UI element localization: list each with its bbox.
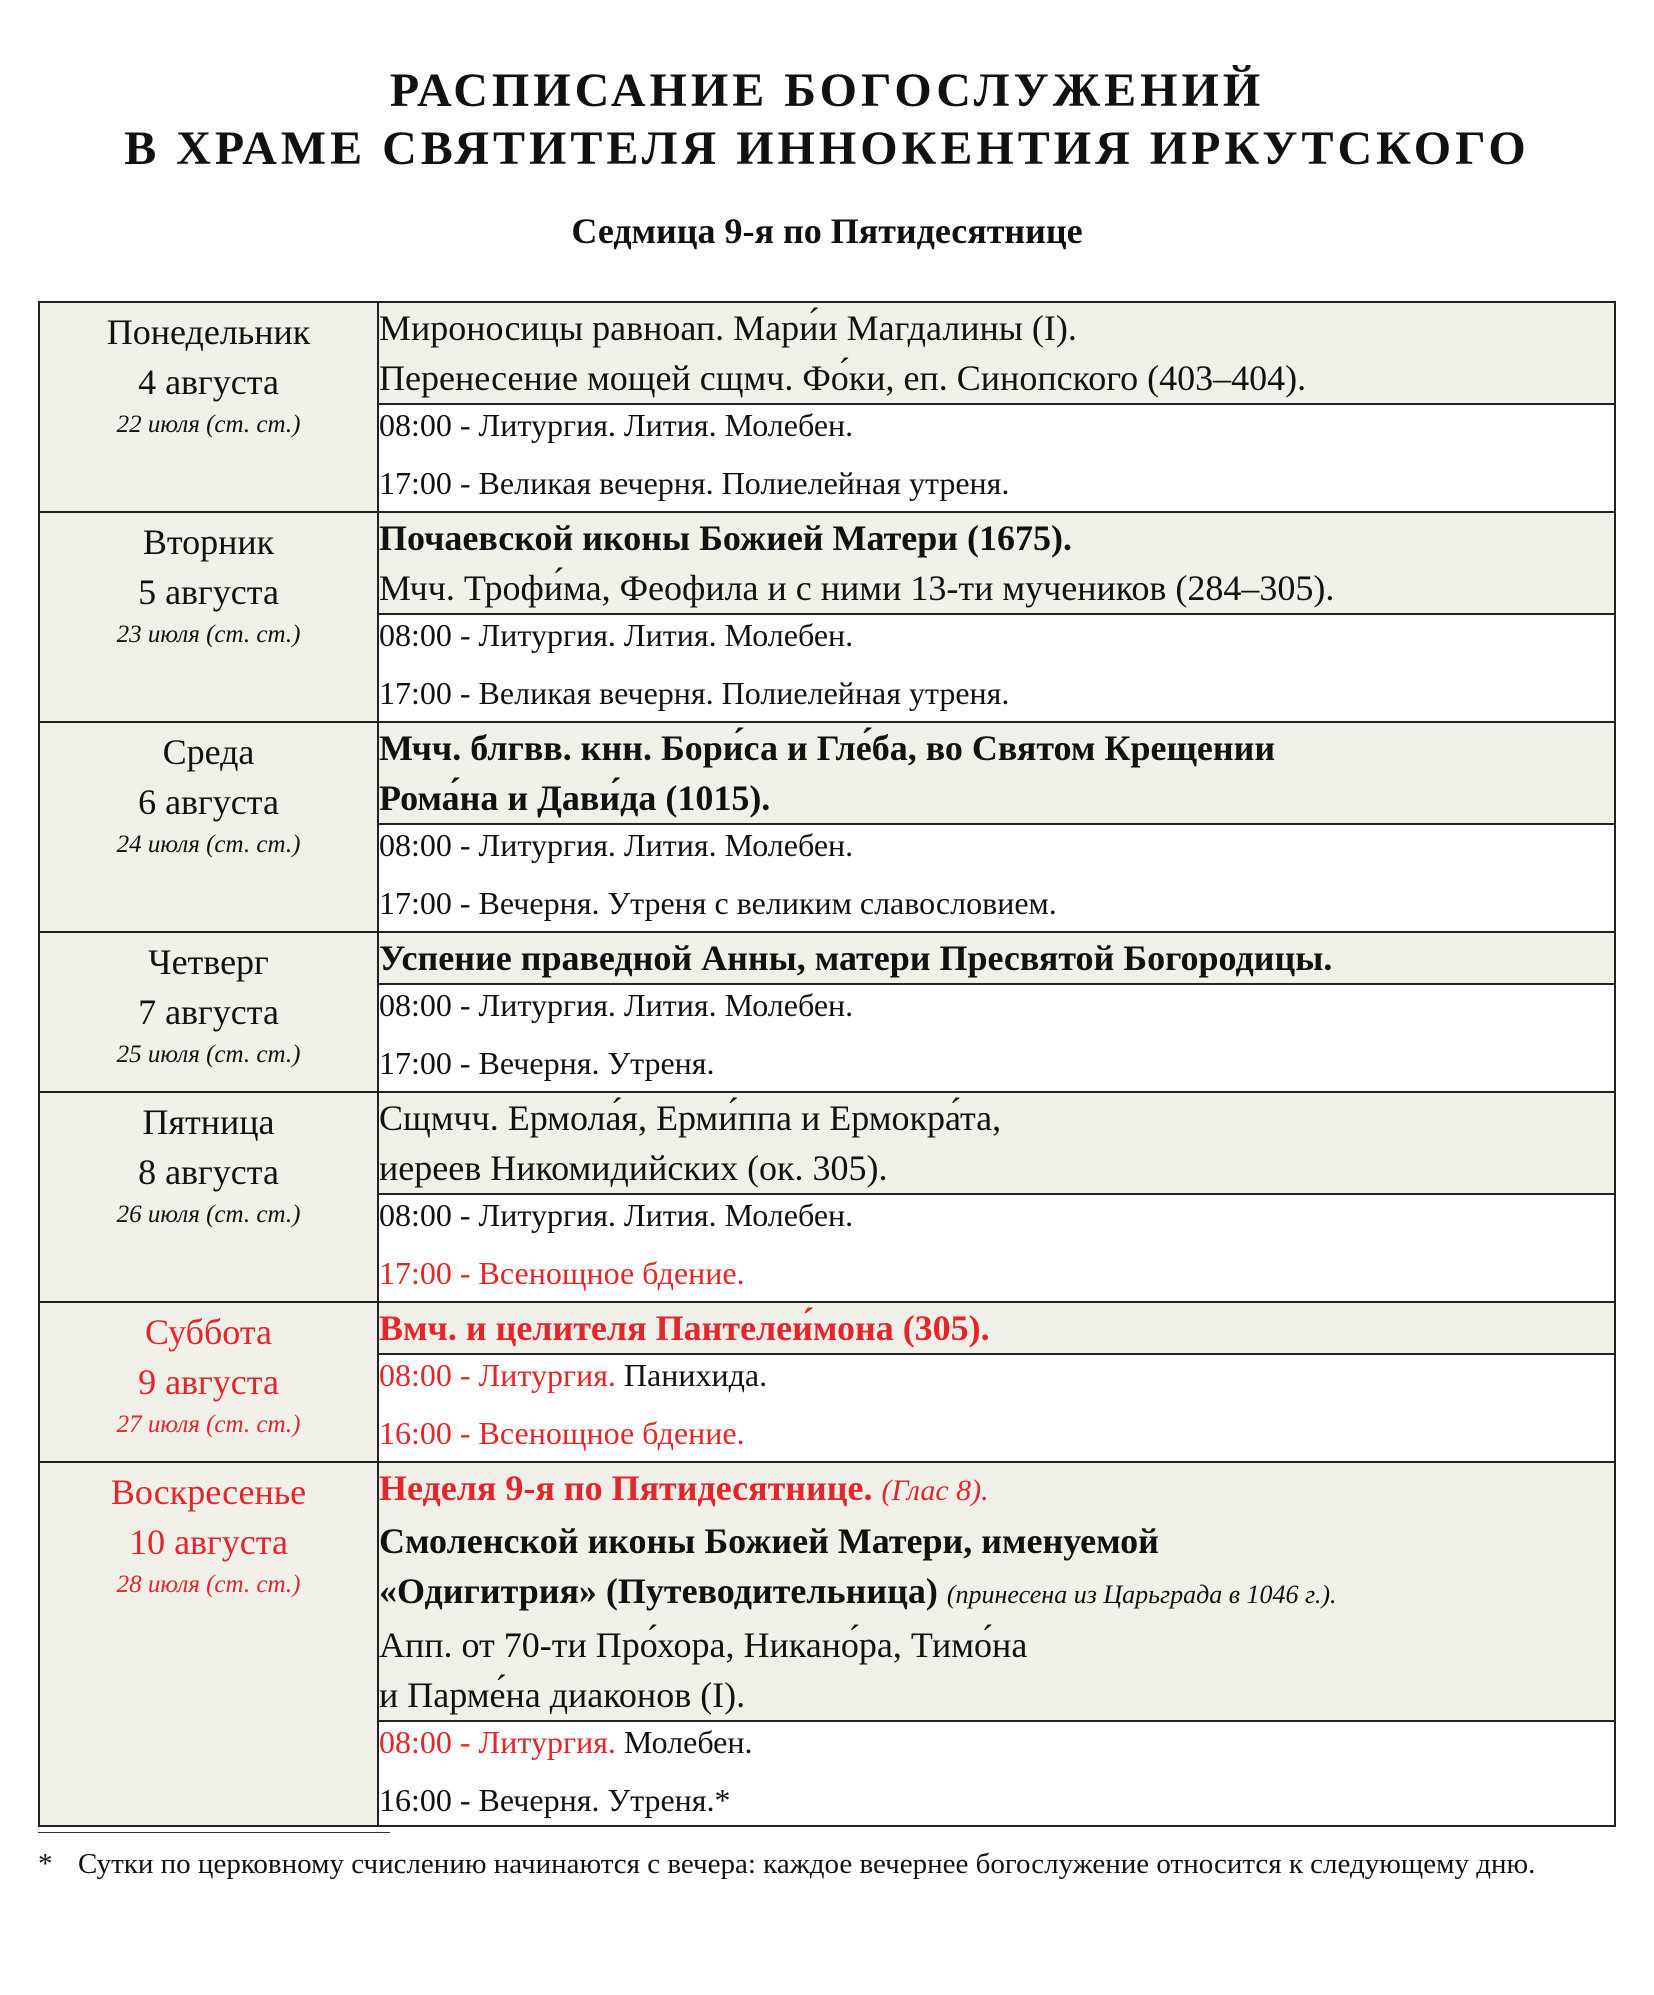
day-date: 7 августа [138,992,279,1032]
old-style-date: 27 июля (ст. ст.) [116,1411,301,1438]
feast-line: Мчч. блгвв. кнн. Бори́са и Гле́ба, во Святом Крещении [379,728,1276,768]
service-morning: 08:00 - Литургия. Молебен. [379,1724,753,1760]
schedule-table [38,301,1616,1827]
day-row-monday [39,302,1615,404]
day-date: 4 августа [138,362,279,402]
day-row-sunday [39,1462,1615,1721]
page-subtitle: Седмица 9-я по Пятидесятнице [571,211,1083,251]
day-name: Воскресенье [110,1472,307,1512]
feast-line: Апп. от 70-ти Про́хора, Никано́ра, Тимо́на [379,1625,1028,1665]
service-morning: 08:00 - Литургия. Панихида. [379,1357,768,1393]
day-row-wednesday [39,722,1615,824]
old-style-date: 28 июля (ст. ст.) [116,1571,301,1598]
service-morning: 08:00 - Литургия. Лития. Молебен. [379,1197,854,1233]
day-cell [39,1092,378,1302]
feast-line: Неделя 9-я по Пятидесятнице. (Глас 8). [379,1468,989,1508]
day-name: Четверг [148,942,269,982]
day-name: Пятница [142,1102,275,1142]
feast-line: Почаевской иконы Божией Матери (1675). [379,518,1072,558]
feast-cell [378,722,1615,824]
day-row-tuesday [39,512,1615,614]
feast-line: Перенесение мощей сщмч. Фо́ки, еп. Синопского (403–404). [379,358,1307,398]
feast-line: Успение праведной Анны, матери Пресвятой Богородицы. [379,938,1333,978]
service-morning: 08:00 - Литургия. Лития. Молебен. [379,617,854,653]
feast-cell [378,1302,1615,1354]
day-date: 10 августа [129,1522,288,1562]
service-evening: 17:00 - Вечерня. Утреня с великим славословием. [379,885,1057,921]
day-date: 5 августа [138,572,279,612]
page-title-line-1: РАСПИСАНИЕ БОГОСЛУЖЕНИЙ [389,64,1265,117]
old-style-date: 25 июля (ст. ст.) [116,1041,301,1068]
day-cell [39,512,378,722]
day-cell [39,302,378,512]
day-cell [39,932,378,1092]
services-cell [378,1354,1615,1462]
feast-cell [378,302,1615,404]
day-row-saturday [39,1302,1615,1354]
footnote-divider [38,1832,390,1833]
feast-line: «Одигитрия» (Путеводительница) (принесена из Царьграда в 1046 г.). [379,1571,1337,1611]
old-style-date: 26 июля (ст. ст.) [116,1201,301,1228]
footnote-marker: * [38,1848,53,1880]
old-style-date: 23 июля (ст. ст.) [116,621,301,648]
day-cell [39,1302,378,1462]
service-evening: 17:00 - Всенощное бдение. [379,1255,745,1291]
services-cell [378,1721,1615,1826]
services-cell [378,984,1615,1092]
services-cell [378,824,1615,932]
feast-line: Мчч. Трофи́ма, Феофила и с ними 13-ти мучеников (284–305). [379,568,1335,608]
old-style-date: 24 июля (ст. ст.) [116,831,301,858]
footnote-text: Сутки по церковному счислению начинаются с вечера: каждое вечернее богослужение относится к следующему дню. [78,1848,1536,1880]
feast-cell [378,512,1615,614]
service-evening: 16:00 - Вечерня. Утреня.* [379,1782,731,1818]
feast-line: Рома́на и Дави́да (1015). [379,778,771,818]
service-evening: 17:00 - Великая вечерня. Полиелейная утреня. [379,675,1010,711]
service-evening: 17:00 - Вечерня. Утреня. [379,1045,715,1081]
feast-cell [378,932,1615,984]
service-morning: 08:00 - Литургия. Лития. Молебен. [379,407,854,443]
day-cell [39,1462,378,1826]
feast-cell [378,1462,1615,1721]
day-date: 8 августа [138,1152,279,1192]
footnote [38,1844,1616,1884]
feast-line: иереев Никомидийских (ок. 305). [379,1148,888,1188]
feast-line: Мироносицы равноап. Мари́и Магдалины (I). [379,308,1077,348]
feast-line: Вмч. и целителя Пантелеи́мона (305). [379,1308,990,1348]
page-title-line-2: В ХРАМЕ СВЯТИТЕЛЯ ИННОКЕНТИЯ ИРКУТСКОГО [124,122,1530,175]
day-cell [39,722,378,932]
services-cell [378,614,1615,722]
day-row-friday [39,1092,1615,1194]
service-evening: 16:00 - Всенощное бдение. [379,1415,745,1451]
day-row-thursday [39,932,1615,984]
services-cell [378,1194,1615,1302]
feast-line: и Парме́на диаконов (I). [379,1675,746,1715]
feast-line: Смоленской иконы Божией Матери, именуемой [379,1521,1159,1561]
day-name: Среда [162,732,255,772]
service-morning: 08:00 - Литургия. Лития. Молебен. [379,827,854,863]
day-date: 9 августа [138,1362,279,1402]
day-name: Вторник [142,522,275,562]
feast-line: Сщмчч. Ермола́я, Ерми́ппа и Ермокра́та, [379,1098,1002,1138]
services-cell [378,404,1615,512]
feast-cell [378,1092,1615,1194]
day-name: Понедельник [106,312,311,352]
day-date: 6 августа [138,782,279,822]
service-morning: 08:00 - Литургия. Лития. Молебен. [379,987,854,1023]
old-style-date: 22 июля (ст. ст.) [116,411,301,438]
day-name: Суббота [145,1312,272,1352]
service-evening: 17:00 - Великая вечерня. Полиелейная утреня. [379,465,1010,501]
